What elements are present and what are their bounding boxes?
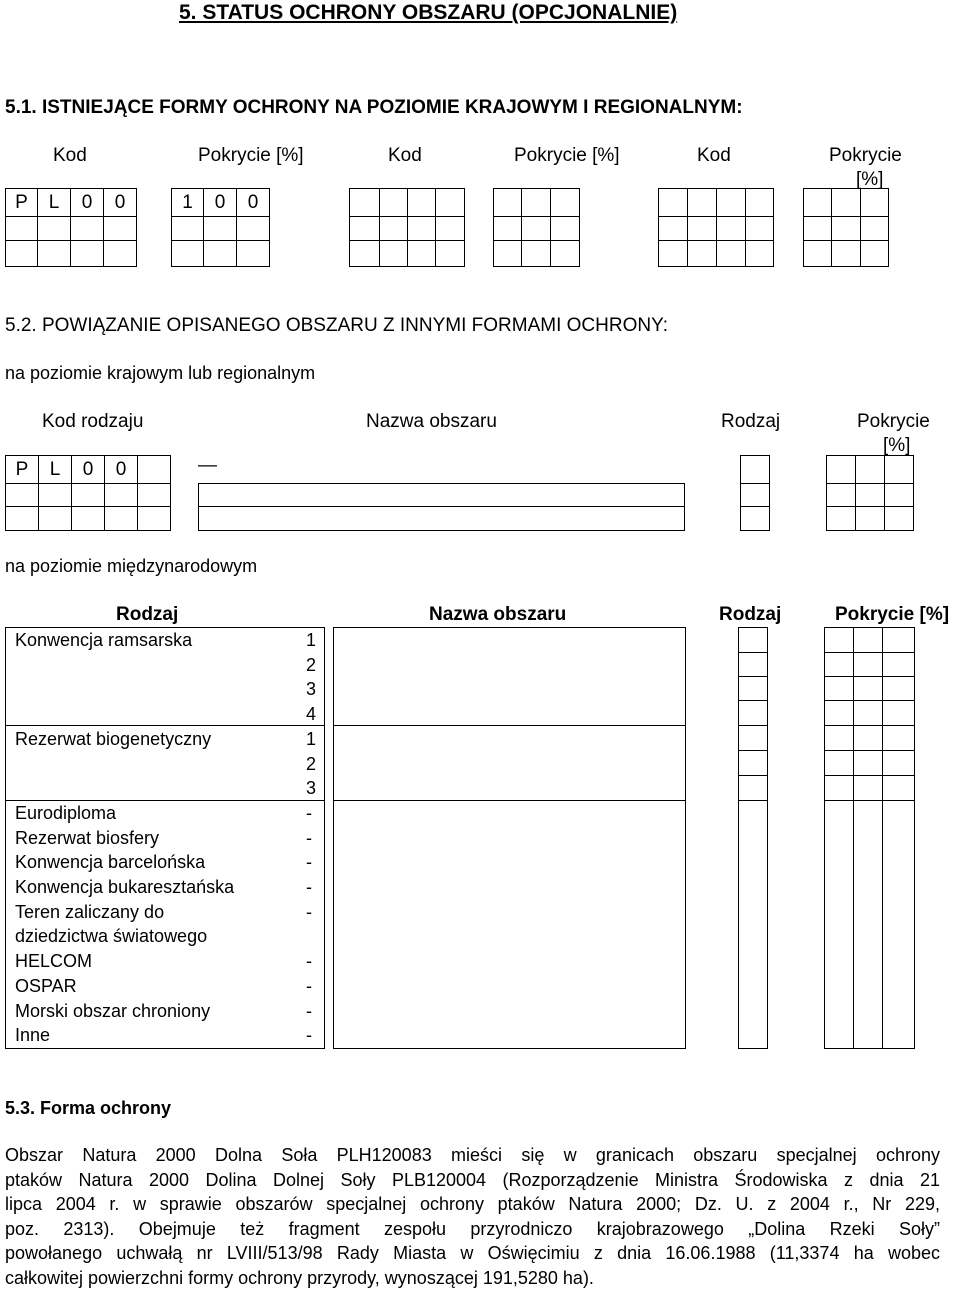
intl-row-label: Rezerwat biogenetyczny xyxy=(15,730,211,748)
code-cell[interactable] xyxy=(687,188,717,217)
cover-cell[interactable] xyxy=(826,506,856,531)
cell-divider xyxy=(738,700,768,701)
intl-row-number: - xyxy=(306,804,312,822)
cover-divider xyxy=(853,627,854,1049)
cover-cell[interactable] xyxy=(550,216,580,241)
group-divider xyxy=(333,800,686,801)
cover-cell[interactable] xyxy=(521,188,551,217)
cover-cell[interactable] xyxy=(171,216,204,241)
intl-row-label: Konwencja bukaresztańska xyxy=(15,878,234,896)
code-cell[interactable] xyxy=(687,216,717,241)
cover-divider xyxy=(882,627,883,1049)
name-field-box[interactable] xyxy=(333,627,686,1049)
code-cell[interactable] xyxy=(104,506,138,531)
cell-divider xyxy=(738,750,768,751)
code-cell[interactable] xyxy=(71,506,105,531)
col-header-pokrycie-3-unit: [%] xyxy=(856,170,883,189)
code-cell[interactable] xyxy=(137,455,171,484)
intl-row-label: Rezerwat biosfery xyxy=(15,829,159,847)
code-cell[interactable] xyxy=(407,188,436,217)
code-cell[interactable] xyxy=(435,188,465,217)
intl-row-number: 2 xyxy=(306,656,316,674)
code-cell[interactable] xyxy=(407,216,436,241)
code-cell[interactable]: 0 xyxy=(104,455,138,484)
intl-row-number: 4 xyxy=(306,705,316,723)
cover-cell[interactable] xyxy=(860,188,889,217)
code-cell[interactable]: P xyxy=(5,188,38,217)
code-cell[interactable]: 0 xyxy=(103,188,137,217)
cover-cell[interactable] xyxy=(831,188,861,217)
code-cell[interactable] xyxy=(5,483,39,507)
cover-cell[interactable] xyxy=(493,188,522,217)
intl-row-label: Morski obszar chroniony xyxy=(15,1002,210,1020)
page-title: 5. STATUS OCHRONY OBSZARU (OPCJONALNIE) xyxy=(179,2,677,23)
code-cell[interactable] xyxy=(5,506,39,531)
name-field-box[interactable] xyxy=(198,483,685,531)
code-cell[interactable] xyxy=(103,216,137,241)
cell-divider xyxy=(738,652,768,653)
code-cell[interactable] xyxy=(745,216,774,241)
code-cell[interactable] xyxy=(658,188,688,217)
code-cell[interactable]: L xyxy=(37,188,71,217)
cell-divider xyxy=(824,750,915,751)
subheading-national: na poziomie krajowym lub regionalnym xyxy=(5,364,315,382)
cell-divider xyxy=(824,652,915,653)
intl-col-header-rodzaj2: Rodzaj xyxy=(719,605,781,624)
cover-cell[interactable] xyxy=(550,188,580,217)
code-cell[interactable] xyxy=(349,240,380,267)
code-cell[interactable] xyxy=(349,216,380,241)
cover-cell[interactable] xyxy=(884,483,914,507)
name-field-divider xyxy=(198,506,685,507)
cover-cell[interactable] xyxy=(171,240,204,267)
cover-cell[interactable] xyxy=(826,455,856,484)
cell-divider xyxy=(824,700,915,701)
intl-row-number: 3 xyxy=(306,779,316,797)
cover-cell[interactable] xyxy=(855,483,885,507)
group-divider xyxy=(5,725,325,726)
group-divider xyxy=(5,800,325,801)
cover-cell[interactable] xyxy=(860,216,889,241)
cell-divider xyxy=(824,775,915,776)
code-cell[interactable] xyxy=(435,240,465,267)
cell-divider xyxy=(824,725,915,726)
cover-cell[interactable] xyxy=(493,240,522,267)
section-5-3-heading: 5.3. Forma ochrony xyxy=(5,1099,171,1117)
cell-divider xyxy=(824,800,915,801)
cover-cell[interactable]: 0 xyxy=(203,188,237,217)
code-cell[interactable] xyxy=(745,240,774,267)
cell-divider xyxy=(738,676,768,677)
code-cell[interactable] xyxy=(349,188,380,217)
code-cell[interactable] xyxy=(379,216,408,241)
col-header-kod-rodzaju: Kod rodzaju xyxy=(42,412,143,431)
code-cell[interactable]: 0 xyxy=(70,188,104,217)
col-header-pokrycie-unit: [%] xyxy=(883,436,910,455)
rodzaj-column[interactable] xyxy=(738,627,768,1049)
cell-divider xyxy=(738,775,768,776)
cover-cell[interactable] xyxy=(236,216,270,241)
code-cell[interactable] xyxy=(745,188,774,217)
section-5-1-heading: 5.1. ISTNIEJĄCE FORMY OCHRONY NA POZIOMIE KRAJOWYM I REGIONALNYM: xyxy=(5,98,743,117)
code-cell[interactable] xyxy=(37,216,71,241)
intl-row-number: - xyxy=(306,829,312,847)
cover-cell[interactable] xyxy=(521,216,551,241)
cover-cell[interactable] xyxy=(831,240,861,267)
code-cell[interactable] xyxy=(70,240,104,267)
cover-cell[interactable] xyxy=(855,506,885,531)
cover-column[interactable] xyxy=(824,627,915,1049)
intl-row-label: Konwencja barcelońska xyxy=(15,853,205,871)
code-cell[interactable] xyxy=(37,240,71,267)
cover-cell[interactable] xyxy=(550,240,580,267)
code-cell[interactable] xyxy=(5,240,38,267)
code-cell[interactable] xyxy=(103,240,137,267)
cover-cell[interactable] xyxy=(831,216,861,241)
col-header-kod-3: Kod xyxy=(697,146,731,165)
col-header-nazwa-obszaru: Nazwa obszaru xyxy=(366,412,497,431)
cover-cell[interactable] xyxy=(493,216,522,241)
code-cell[interactable] xyxy=(658,216,688,241)
intl-row-number: - xyxy=(306,1002,312,1020)
code-cell[interactable]: P xyxy=(5,455,39,484)
code-cell[interactable] xyxy=(5,216,38,241)
code-cell[interactable] xyxy=(38,506,72,531)
intl-row-number: 1 xyxy=(306,730,316,748)
name-dash: — xyxy=(198,456,217,475)
cover-cell[interactable] xyxy=(521,240,551,267)
col-header-pokrycie-3: Pokrycie xyxy=(829,146,902,165)
intl-col-header-pokrycie: Pokrycie [%] xyxy=(835,605,949,624)
intl-row-number: - xyxy=(306,878,312,896)
paragraph-line: poz. 2313). Obejmuje też fragment zespołu przyrodniczo krajobrazowego „Dolina Rzeki Soły” xyxy=(5,1217,940,1242)
cell-divider xyxy=(738,725,768,726)
cover-cell[interactable] xyxy=(803,240,832,267)
col-header-kod-1: Kod xyxy=(53,146,87,165)
paragraph-line: lipca 2004 r. w sprawie obszarów specjalnej ochrony ptaków Natura 2000; Dz. U. z 2004 r., Nr 229, xyxy=(5,1192,940,1217)
col-header-kod-2: Kod xyxy=(388,146,422,165)
code-cell[interactable] xyxy=(379,188,408,217)
intl-row-number: 1 xyxy=(306,631,316,649)
intl-row-label: dziedzictwa światowego xyxy=(15,927,207,945)
paragraph-line: powołanego uchwałą nr LVIII/513/98 Rady Miasta w Oświęcimiu z dnia 16.06.1988 (11,3374 ha wobec xyxy=(5,1241,940,1266)
code-cell[interactable] xyxy=(716,240,746,267)
cover-cell[interactable]: 0 xyxy=(236,188,270,217)
intl-row-label: Konwencja ramsarska xyxy=(15,631,192,649)
section-5-2-heading: 5.2. POWIĄZANIE OPISANEGO OBSZARU Z INNYMI FORMAMI OCHRONY: xyxy=(5,316,668,335)
code-cell[interactable] xyxy=(104,483,138,507)
intl-row-label: Eurodiploma xyxy=(15,804,116,822)
cover-cell[interactable] xyxy=(860,240,889,267)
cover-cell[interactable] xyxy=(855,455,885,484)
rodzaj-cell[interactable] xyxy=(740,506,770,531)
intl-col-header-nazwa: Nazwa obszaru xyxy=(429,605,566,624)
code-cell[interactable] xyxy=(687,240,717,267)
code-cell[interactable] xyxy=(658,240,688,267)
rodzaj-cell[interactable] xyxy=(740,455,770,484)
cell-divider xyxy=(738,800,768,801)
intl-row-number: 2 xyxy=(306,755,316,773)
intl-row-label: Inne xyxy=(15,1026,50,1044)
intl-row-label: HELCOM xyxy=(15,952,92,970)
intl-col-header-rodzaj: Rodzaj xyxy=(116,605,178,624)
cover-cell[interactable] xyxy=(884,455,914,484)
rodzaj-cell[interactable] xyxy=(740,483,770,507)
code-cell[interactable] xyxy=(70,216,104,241)
col-header-pokrycie: Pokrycie xyxy=(857,412,930,431)
paragraph-line: całkowitej powierzchni formy ochrony przyrody, wynoszącej 191,5280 ha). xyxy=(5,1266,940,1290)
cell-divider xyxy=(824,676,915,677)
cover-cell[interactable] xyxy=(236,240,270,267)
intl-row-number: - xyxy=(306,853,312,871)
intl-row-number: - xyxy=(306,1026,312,1044)
intl-row-number: - xyxy=(306,952,312,970)
code-cell[interactable] xyxy=(407,240,436,267)
intl-row-label: OSPAR xyxy=(15,977,77,995)
col-header-pokrycie-2: Pokrycie [%] xyxy=(514,146,620,165)
col-header-pokrycie-1: Pokrycie [%] xyxy=(198,146,304,165)
code-cell[interactable] xyxy=(435,216,465,241)
col-header-rodzaj: Rodzaj xyxy=(721,412,780,431)
cover-cell[interactable] xyxy=(803,188,832,217)
subheading-international: na poziomie międzynarodowym xyxy=(5,557,257,575)
paragraph-line: Obszar Natura 2000 Dolna Soła PLH120083 mieści się w granicach obszaru specjalnej ochrony xyxy=(5,1143,940,1168)
intl-row-number: - xyxy=(306,977,312,995)
cover-cell[interactable] xyxy=(826,483,856,507)
code-cell[interactable]: L xyxy=(38,455,72,484)
cover-cell[interactable] xyxy=(203,240,237,267)
cover-cell[interactable] xyxy=(803,216,832,241)
cover-cell[interactable] xyxy=(203,216,237,241)
code-cell[interactable] xyxy=(137,506,171,531)
code-cell[interactable] xyxy=(137,483,171,507)
code-cell[interactable] xyxy=(716,188,746,217)
intl-row-number: 3 xyxy=(306,680,316,698)
intl-row-number: - xyxy=(306,903,312,921)
cover-cell[interactable]: 1 xyxy=(171,188,204,217)
intl-row-label: Teren zaliczany do xyxy=(15,903,164,921)
code-cell[interactable] xyxy=(716,216,746,241)
code-cell[interactable] xyxy=(379,240,408,267)
forma-ochrony-text xyxy=(5,1143,940,1290)
code-cell[interactable] xyxy=(38,483,72,507)
group-divider xyxy=(333,725,686,726)
code-cell[interactable] xyxy=(71,483,105,507)
code-cell[interactable]: 0 xyxy=(71,455,105,484)
paragraph-line: ptaków Natura 2000 Dolina Dolnej Soły PLB120004 (Rozporządzenie Ministra Środowiska z dnia 21 xyxy=(5,1168,940,1193)
cover-cell[interactable] xyxy=(884,506,914,531)
